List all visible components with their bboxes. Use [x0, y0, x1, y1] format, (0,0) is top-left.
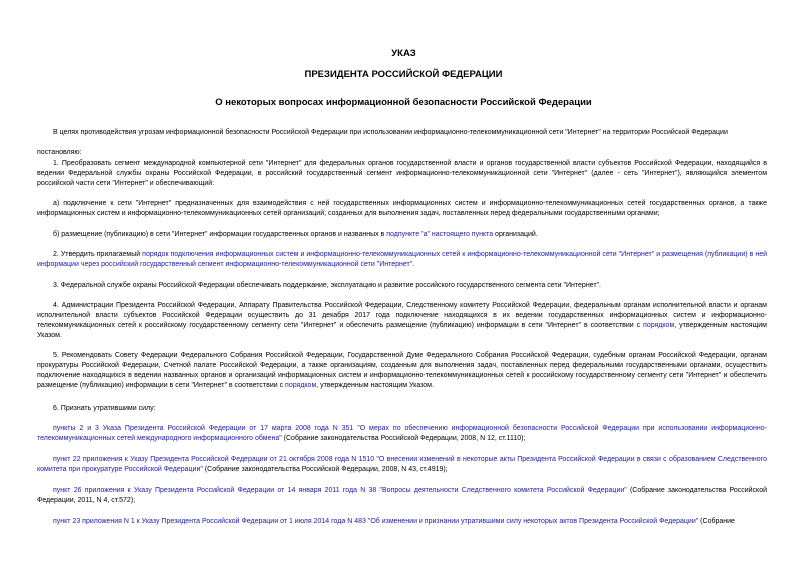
paragraph-5 [37, 351, 767, 391]
paragraph-1b [37, 230, 767, 240]
paragraph-1b-text: б) размещение (публикацию) в сети "Интернет" информации государственных органов и названных в [53, 231, 387, 238]
decree-351-link[interactable]: пункты 2 и 3 Указа Президента Российской Федерации от 17 марта 2008 года N 351 "О мерах по обеспечению информационной безопасности Российской Федерации при использовании информационно-телекоммуникационных сетей международного информационного обмена" [37, 425, 767, 442]
repealed-item-3 [37, 486, 767, 506]
paragraph-5-tail: , утвержденным настоящим Указом. [316, 382, 434, 389]
repealed-item-2-source: (Собрание законодательства Российской Федерации, 2008, N 43, ст.4919); [202, 466, 448, 473]
paragraph-2-tail: . [412, 261, 415, 268]
paragraph-5-text: 5. Рекомендовать Совету Федерации Федерального Собрания Российской Федерации, Государственной Думе Федерального Собрания Российской Федерации, судебным органам Российской Федерации, органам прокуратуры Российской Федерации, Счетной палате Российской Федерации, а также организациям, созданным для выполнения задач, поставленных перед федеральными государственными органами, осуществить подключение находящихся в ведении названных органов и организаций информационных систем и информационно-телекоммуникационных сетей к российскому государственному сегменту сети "Интернет" и обеспечить размещение (публикацию) информации в сети "Интернет" в соответствии с [37, 352, 767, 389]
preamble: В целях противодействия угрозам информационной безопасности Российской Федерации при использовании информационно-телекоммуникационной сети "Интернет" на территории Российской Федерации [53, 129, 728, 136]
paragraph-4-tail: , утвержденным настоящим Указом. [37, 322, 767, 339]
repealed-item-3-source: (Собрание законодательства Российской Федерации, 2011, N 4, ст.572); [37, 487, 767, 504]
repealed-item-2 [37, 455, 767, 475]
connection-order-link[interactable]: порядок подключения информационных систем и информационно-телекоммуникационных сетей к информационно-телекоммуникационной сети "Интернет" и размещения (публикации) в ней информации через российский государственный сегмент информационно-телекоммуникационной сети "Интернет" [37, 251, 767, 268]
paragraph-4-text: 4. Администрации Президента Российской Федерации, Аппарату Правительства Российской Федерации, Следственному комитету Российской Федерации, федеральным органам исполнительной власти и органам исполнительной власти субъектов Российской Федерации осуществить до 31 декабря 2017 года подключение находящихся в их ведении государственных информационных систем и информационно-телекоммуникационных сетей к российскому государственному сегменту сети "Интернет" и обеспечить размещение (публикацию) информации в сети "Интернет" в соответствии с [37, 302, 767, 329]
repealed-item-4 [37, 517, 767, 527]
repealed-item-1 [37, 424, 767, 444]
paragraph-3: 3. Федеральной службе охраны Российской Федерации обеспечивать поддержание, эксплуатацию и развитие российского государственного сегмента сети "Интернет". [53, 282, 601, 289]
decree-38-link[interactable]: пункт 26 приложения к Указу Президента Российской Федерации от 14 января 2011 года N 38 "Вопросы деятельности Следственного комитета Российской Федерации" [53, 487, 627, 494]
document-subtitle: ПРЕЗИДЕНТА РОССИЙСКОЙ ФЕДЕРАЦИИ [304, 69, 503, 80]
decree-word: постановляю: [37, 149, 82, 156]
paragraph-6: 6. Признать утратившими силу: [53, 405, 156, 412]
paragraph-4 [37, 301, 767, 341]
repealed-item-1-source: (Собрание законодательства Российской Федерации, 2008, N 12, ст.1110); [281, 435, 526, 442]
decree-483-link[interactable]: пункт 23 приложения N 1 к Указу Президента Российской Федерации от 1 июля 2014 года N 483 "Об изменении и признании утратившими силу некоторых актов Президента Российской Федерации" [53, 518, 699, 525]
repealed-item-4-source: (Собрание [698, 518, 735, 525]
order-link-p4[interactable]: порядком [643, 322, 675, 329]
document-heading: О некоторых вопросах информационной безопасности Российской Федерации [215, 97, 592, 108]
paragraph-1: 1. Преобразовать сегмент международной компьютерной сети "Интернет" для федеральных органов государственной власти и органов государственной власти субъектов Российской Федерации, находящийся в ведении Федеральной службы охраны Российской Федерации, в российский государственный сегмент информационно-телекоммуникационной сети "Интернет" (далее - сеть "Интернет"), являющийся элементом российской части сети "Интернет" и обеспечивающий: [37, 160, 767, 187]
subparagraph-a-link[interactable]: подпункте "а" настоящего пункта [386, 231, 494, 238]
paragraph-2-text: 2. Утвердить прилагаемый [53, 251, 143, 258]
order-link-p5[interactable]: порядком [285, 382, 317, 389]
document-title: УКАЗ [391, 48, 416, 59]
paragraph-2 [37, 250, 767, 270]
decree-1510-link[interactable]: пункт 22 приложения к Указу Президента Российской Федерации от 21 октября 2008 года N 1510 "О внесении изменений в некоторые акты Президента Российской Федерации в связи с образованием Следственного комитета при прокуратуре Российской Федерации" [37, 456, 767, 473]
paragraph-1a: а) подключение к сети "Интернет" предназначенных для взаимодействия с ней государственных информационных систем и информационно-телекоммуникационных сетей государственных органов, а также информационных систем и информационно-телекоммуникационных сетей организаций, созданных для выполнения задач, поставленных перед федеральными государственными органами; [37, 200, 767, 217]
paragraph-1b-tail: организаций. [493, 231, 538, 238]
